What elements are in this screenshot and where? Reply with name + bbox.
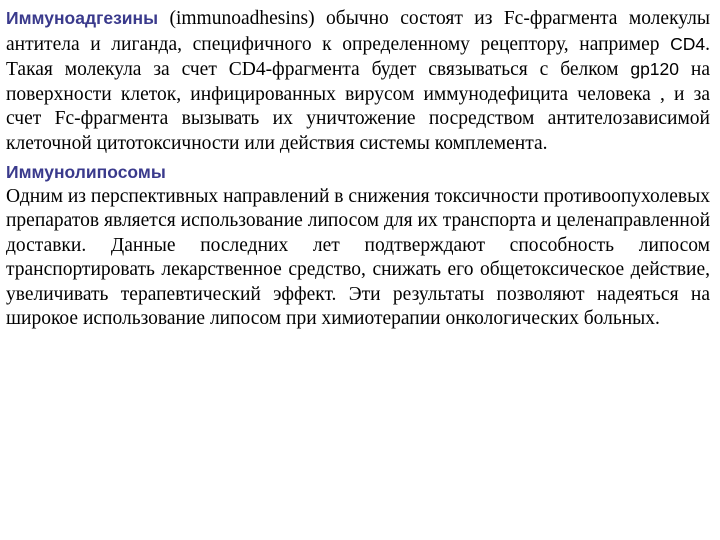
immunoadhesins-paragraph [6, 6, 710, 156]
cd4-label: CD4 [670, 33, 706, 54]
immunoliposomes-heading: Иммунолипосомы [6, 162, 166, 182]
immunoadhesins-text-a: (immunoadhesins) обычно состоят из Fc-фрагмента молекулы антитела и лиганда, специфичного к определенному рецептору, например [6, 8, 710, 55]
immunoliposomes-paragraph: Одним из перспективных направлений в снижения токсичности противоопухолевых препаратов является использование липосом для их транспорта и целенаправленной доставки. Данные последних лет подтверждают способность липосом транспортировать лекарственное средство, снижать его общетоксическое действие, увеличивать терапевтический эффект. Эти результаты позволяют надеяться на широкое использование липосом при химиотерапии онкологических больных. [6, 185, 710, 329]
immunoadhesins-text-c: на поверхности клеток, инфицированных вирусом иммунодефицита человека , и за счет Fc-фрагмента вызывать их уничтожение посредством антителозависимой клеточной цитотоксичности или действия системы комплемента. [6, 59, 710, 154]
gp120-label: gp120 [630, 59, 680, 79]
immunoadhesins-term: Иммуноадгезины [6, 8, 159, 28]
immunoadhesins-text-b: . Такая молекула за счет CD4-фрагмента будет связываться с белком [6, 33, 710, 80]
